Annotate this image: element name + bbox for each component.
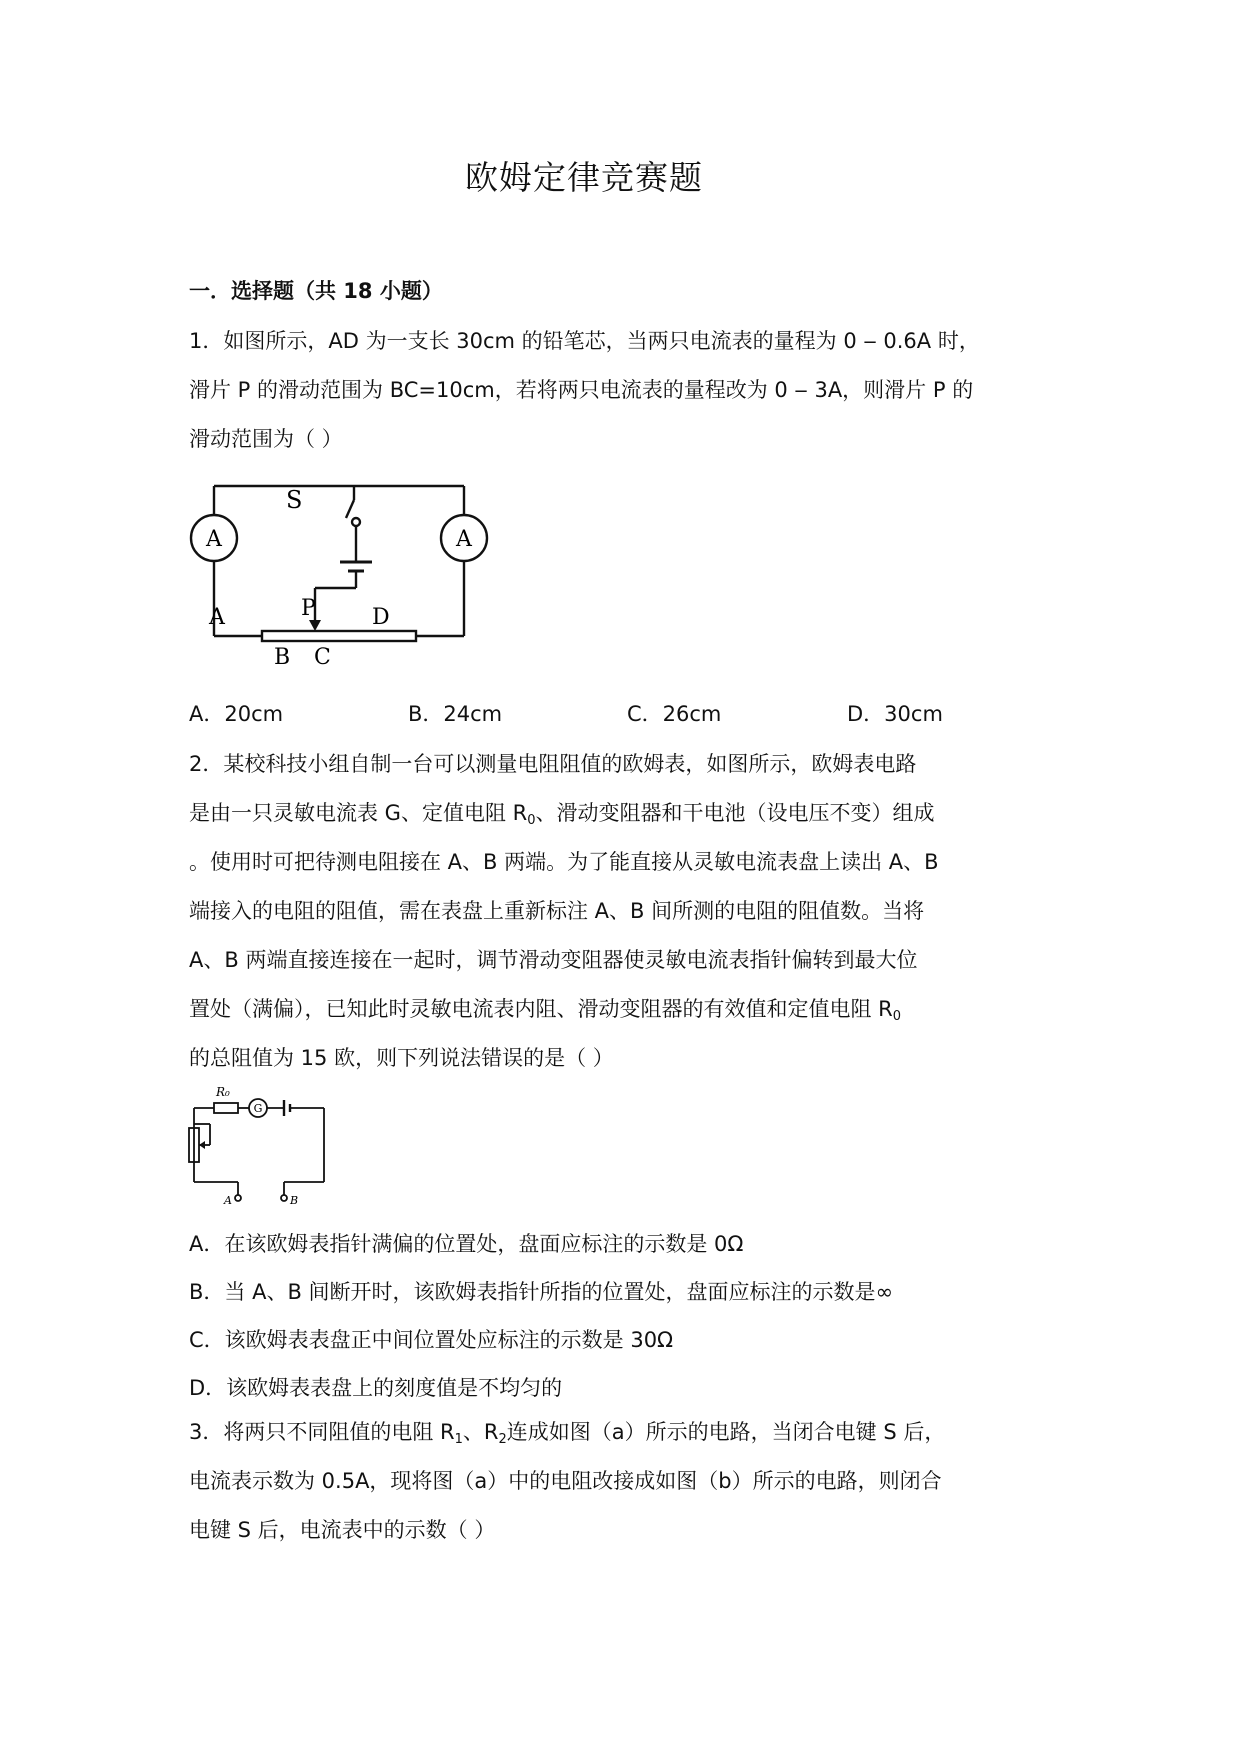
question-2-option-b: B．当 A、B 间断开时，该欧姆表指针所指的位置处，盘面应标注的示数是∞	[189, 1280, 894, 1304]
question-3-line: 3．将两只不同阻值的电阻 $R_1$、$R_2$连成如图（a）所示的电路，当闭合电键 S 后，	[189, 1420, 946, 1447]
question-2-stem	[189, 740, 1059, 1083]
question-3-line: 电流表示数为 0.5A，现将图（a）中的电阻改接成如图（b）所示的电路，则闭合	[189, 1469, 942, 1493]
option-d: D．30cm	[847, 702, 943, 726]
question-3-stem	[189, 1408, 1059, 1555]
question-2-option-c: C．该欧姆表表盘正中间位置处应标注的示数是 30Ω	[189, 1328, 674, 1352]
question-2-ohmmeter-figure	[186, 1080, 334, 1208]
page-title: 欧姆定律竞赛题	[465, 158, 703, 197]
end-label-a: A	[209, 605, 225, 630]
question-2-line: 。使用时可把待测电阻接在 A、B 两端。为了能直接从灵敏电流表盘上读出 A、B	[189, 850, 939, 874]
question-2-line: 的总阻值为 15 欧，则下列说法错误的是（ ）	[189, 1046, 614, 1070]
question-2-line: 是由一只灵敏电流表 G、定值电阻 $R_0$、滑动变阻器和干电池（设电压不变）组成	[189, 801, 935, 828]
section-heading: 一．选择题（共 18 小题）	[189, 279, 443, 303]
option-a: A．20cm	[189, 702, 284, 726]
question-1-line: 1．如图所示，AD 为一支长 30cm 的铅笔芯，当两只电流表的量程为 0 ‒ 0.6A 时，	[189, 329, 980, 353]
pencil-lead-rod	[262, 631, 416, 641]
point-label-c: C	[314, 645, 331, 670]
question-1-line: 滑片 P 的滑动范围为 BC=10cm，若将两只电流表的量程改为 0 ‒ 3A，则滑片 P 的	[189, 378, 974, 402]
question-2-option-d: D．该欧姆表表盘上的刻度值是不均匀的	[189, 1376, 563, 1400]
question-2-line: 置处（满偏），已知此时灵敏电流表内阻、滑动变阻器的有效值和定值电阻 $R_0$	[189, 997, 902, 1024]
label-g: G	[253, 1102, 263, 1115]
question-2-option-a: A．在该欧姆表指针满偏的位置处，盘面应标注的示数是 0Ω	[189, 1232, 744, 1256]
slider-arrow-icon	[309, 620, 321, 631]
question-1-stem	[189, 317, 1059, 464]
option-b: B．24cm	[408, 702, 503, 726]
question-2-line: 2．某校科技小组自制一台可以测量电阻阻值的欧姆表，如图所示，欧姆表电路	[189, 752, 917, 776]
option-c: C．26cm	[627, 702, 722, 726]
ammeter-left-label: A	[206, 527, 222, 552]
question-3-line: 电键 S 后，电流表中的示数（ ）	[189, 1518, 496, 1542]
terminal-a	[235, 1195, 241, 1201]
point-label-b: B	[274, 645, 291, 670]
terminal-b	[281, 1195, 287, 1201]
label-b: B	[290, 1194, 299, 1207]
switch-label: S	[286, 486, 303, 514]
question-2-line: A、B 两端直接连接在一起时，调节滑动变阻器使灵敏电流表指针偏转到最大位	[189, 948, 918, 972]
resistor-r0	[214, 1103, 238, 1113]
question-2-line: 端接入的电阻的阻值，需在表盘上重新标注 A、B 间所测的电阻的阻值数。当将	[189, 899, 925, 923]
question-1-circuit-figure	[186, 478, 496, 673]
label-r0: R₀	[216, 1085, 230, 1099]
label-a: A	[224, 1194, 232, 1207]
question-1-line: 滑动范围为（ ）	[189, 427, 343, 451]
ammeter-right-label: A	[456, 527, 472, 552]
switch-lever	[346, 500, 354, 518]
slider-label-p: P	[301, 596, 316, 621]
end-label-d: D	[372, 605, 390, 630]
